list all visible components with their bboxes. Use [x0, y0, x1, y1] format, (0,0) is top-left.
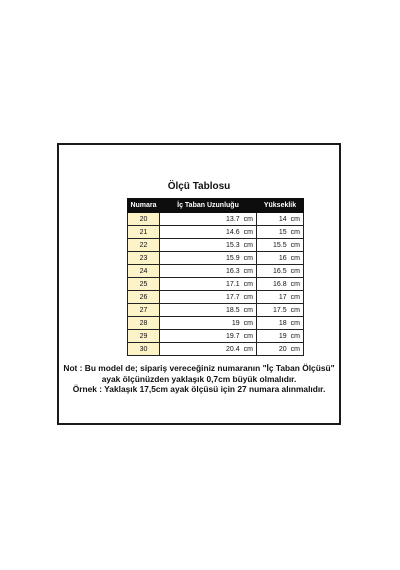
cell-yukseklik: [257, 239, 304, 252]
cell-numara: 30: [128, 343, 160, 356]
cell-ic-taban-value: 17.1: [226, 280, 240, 288]
table-row: [128, 239, 304, 252]
cell-ic-taban: [160, 317, 257, 330]
cell-yukseklik-unit: cm: [290, 228, 300, 236]
cell-ic-taban: [160, 330, 257, 343]
cell-ic-taban-value: 16.3: [226, 267, 240, 275]
cell-numara: 24: [128, 265, 160, 278]
cell-numara: 25: [128, 278, 160, 291]
header-yukseklik: Yükseklik: [257, 199, 304, 213]
cell-ic-taban-value: 19.7: [226, 332, 240, 340]
cell-yukseklik-value: 18: [278, 319, 287, 327]
cell-ic-taban: [160, 226, 257, 239]
cell-yukseklik-value: 17.5: [273, 306, 287, 314]
cell-ic-taban: [160, 239, 257, 252]
cell-yukseklik-value: 16: [278, 254, 287, 262]
cell-numara: 23: [128, 252, 160, 265]
table-row: [128, 213, 304, 226]
cell-yukseklik: [257, 252, 304, 265]
cell-ic-taban: [160, 213, 257, 226]
note-line-3: Örnek : Yaklaşık 17,5cm ayak ölçüsü için 27 numara alınmalıdır.: [72, 384, 326, 394]
cell-yukseklik: [257, 317, 304, 330]
cell-yukseklik: [257, 265, 304, 278]
cell-ic-taban-value: 13.7: [226, 215, 240, 223]
cell-yukseklik-unit: cm: [290, 267, 300, 275]
cell-ic-taban-unit: cm: [243, 241, 253, 249]
cell-ic-taban: [160, 278, 257, 291]
cell-ic-taban-unit: cm: [243, 215, 253, 223]
cell-ic-taban-value: 19: [231, 319, 240, 327]
cell-ic-taban-value: 17.7: [226, 293, 240, 301]
header-ic-taban: İç Taban Uzunluğu: [160, 199, 257, 213]
cell-ic-taban-unit: cm: [243, 345, 253, 353]
cell-numara: 29: [128, 330, 160, 343]
chart-title: Ölçü Tablosu: [167, 181, 231, 192]
cell-ic-taban-unit: cm: [243, 228, 253, 236]
note-line-2: ayak ölçünüzden yaklaşık 0,7cm büyük olmalıdır.: [101, 373, 297, 384]
table-row: [128, 317, 304, 330]
cell-ic-taban-unit: cm: [243, 293, 253, 301]
cell-ic-taban: [160, 265, 257, 278]
cell-numara: 28: [128, 317, 160, 330]
cell-numara: 21: [128, 226, 160, 239]
cell-ic-taban-unit: cm: [243, 267, 253, 275]
cell-yukseklik-value: 20: [278, 345, 287, 353]
cell-yukseklik: [257, 330, 304, 343]
cell-ic-taban-value: 18.5: [226, 306, 240, 314]
cell-ic-taban: [160, 343, 257, 356]
cell-yukseklik: [257, 213, 304, 226]
cell-ic-taban-unit: cm: [243, 306, 253, 314]
cell-ic-taban-unit: cm: [243, 332, 253, 340]
table-row: [128, 343, 304, 356]
cell-ic-taban-unit: cm: [243, 254, 253, 262]
cell-numara: 20: [128, 213, 160, 226]
cell-yukseklik-unit: cm: [290, 241, 300, 249]
cell-yukseklik: [257, 226, 304, 239]
cell-ic-taban-value: 20.4: [226, 345, 240, 353]
cell-numara: 26: [128, 291, 160, 304]
table-body: [128, 213, 304, 356]
cell-numara: 27: [128, 304, 160, 317]
cell-ic-taban: [160, 252, 257, 265]
cell-yukseklik-value: 17: [278, 293, 287, 301]
cell-ic-taban-unit: cm: [243, 319, 253, 327]
table-row: [128, 330, 304, 343]
cell-yukseklik-unit: cm: [290, 280, 300, 288]
cell-yukseklik-value: 16.8: [273, 280, 287, 288]
cell-ic-taban: [160, 304, 257, 317]
table-row: [128, 304, 304, 317]
table-row: [128, 291, 304, 304]
cell-numara: 22: [128, 239, 160, 252]
cell-yukseklik-value: 14: [278, 215, 287, 223]
table-row: [128, 226, 304, 239]
table-row: [128, 265, 304, 278]
cell-yukseklik-value: 16.5: [273, 267, 287, 275]
cell-ic-taban-value: 14.6: [226, 228, 240, 236]
table-header-row: [128, 199, 304, 213]
cell-yukseklik-unit: cm: [290, 215, 300, 223]
table-row: [128, 252, 304, 265]
size-table: [127, 198, 304, 356]
cell-yukseklik-unit: cm: [290, 293, 300, 301]
cell-yukseklik-unit: cm: [290, 345, 300, 353]
cell-yukseklik-unit: cm: [290, 254, 300, 262]
table-row: [128, 278, 304, 291]
note-block: [59, 363, 339, 395]
cell-ic-taban-value: 15.3: [226, 241, 240, 249]
cell-yukseklik-unit: cm: [290, 306, 300, 314]
cell-yukseklik-unit: cm: [290, 332, 300, 340]
cell-yukseklik-unit: cm: [290, 319, 300, 327]
size-chart-frame: [57, 143, 341, 425]
cell-yukseklik-value: 15: [278, 228, 287, 236]
cell-ic-taban-unit: cm: [243, 280, 253, 288]
cell-yukseklik-value: 15.5: [273, 241, 287, 249]
cell-yukseklik: [257, 343, 304, 356]
cell-yukseklik: [257, 291, 304, 304]
cell-yukseklik: [257, 304, 304, 317]
header-numara: Numara: [128, 199, 160, 213]
cell-ic-taban: [160, 291, 257, 304]
cell-yukseklik-value: 19: [278, 332, 287, 340]
note-line-1: Not : Bu model de; sipariş vereceğiniz numaranın "İç Taban Ölçüsü": [63, 363, 335, 373]
cell-ic-taban-value: 15.9: [226, 254, 240, 262]
cell-yukseklik: [257, 278, 304, 291]
